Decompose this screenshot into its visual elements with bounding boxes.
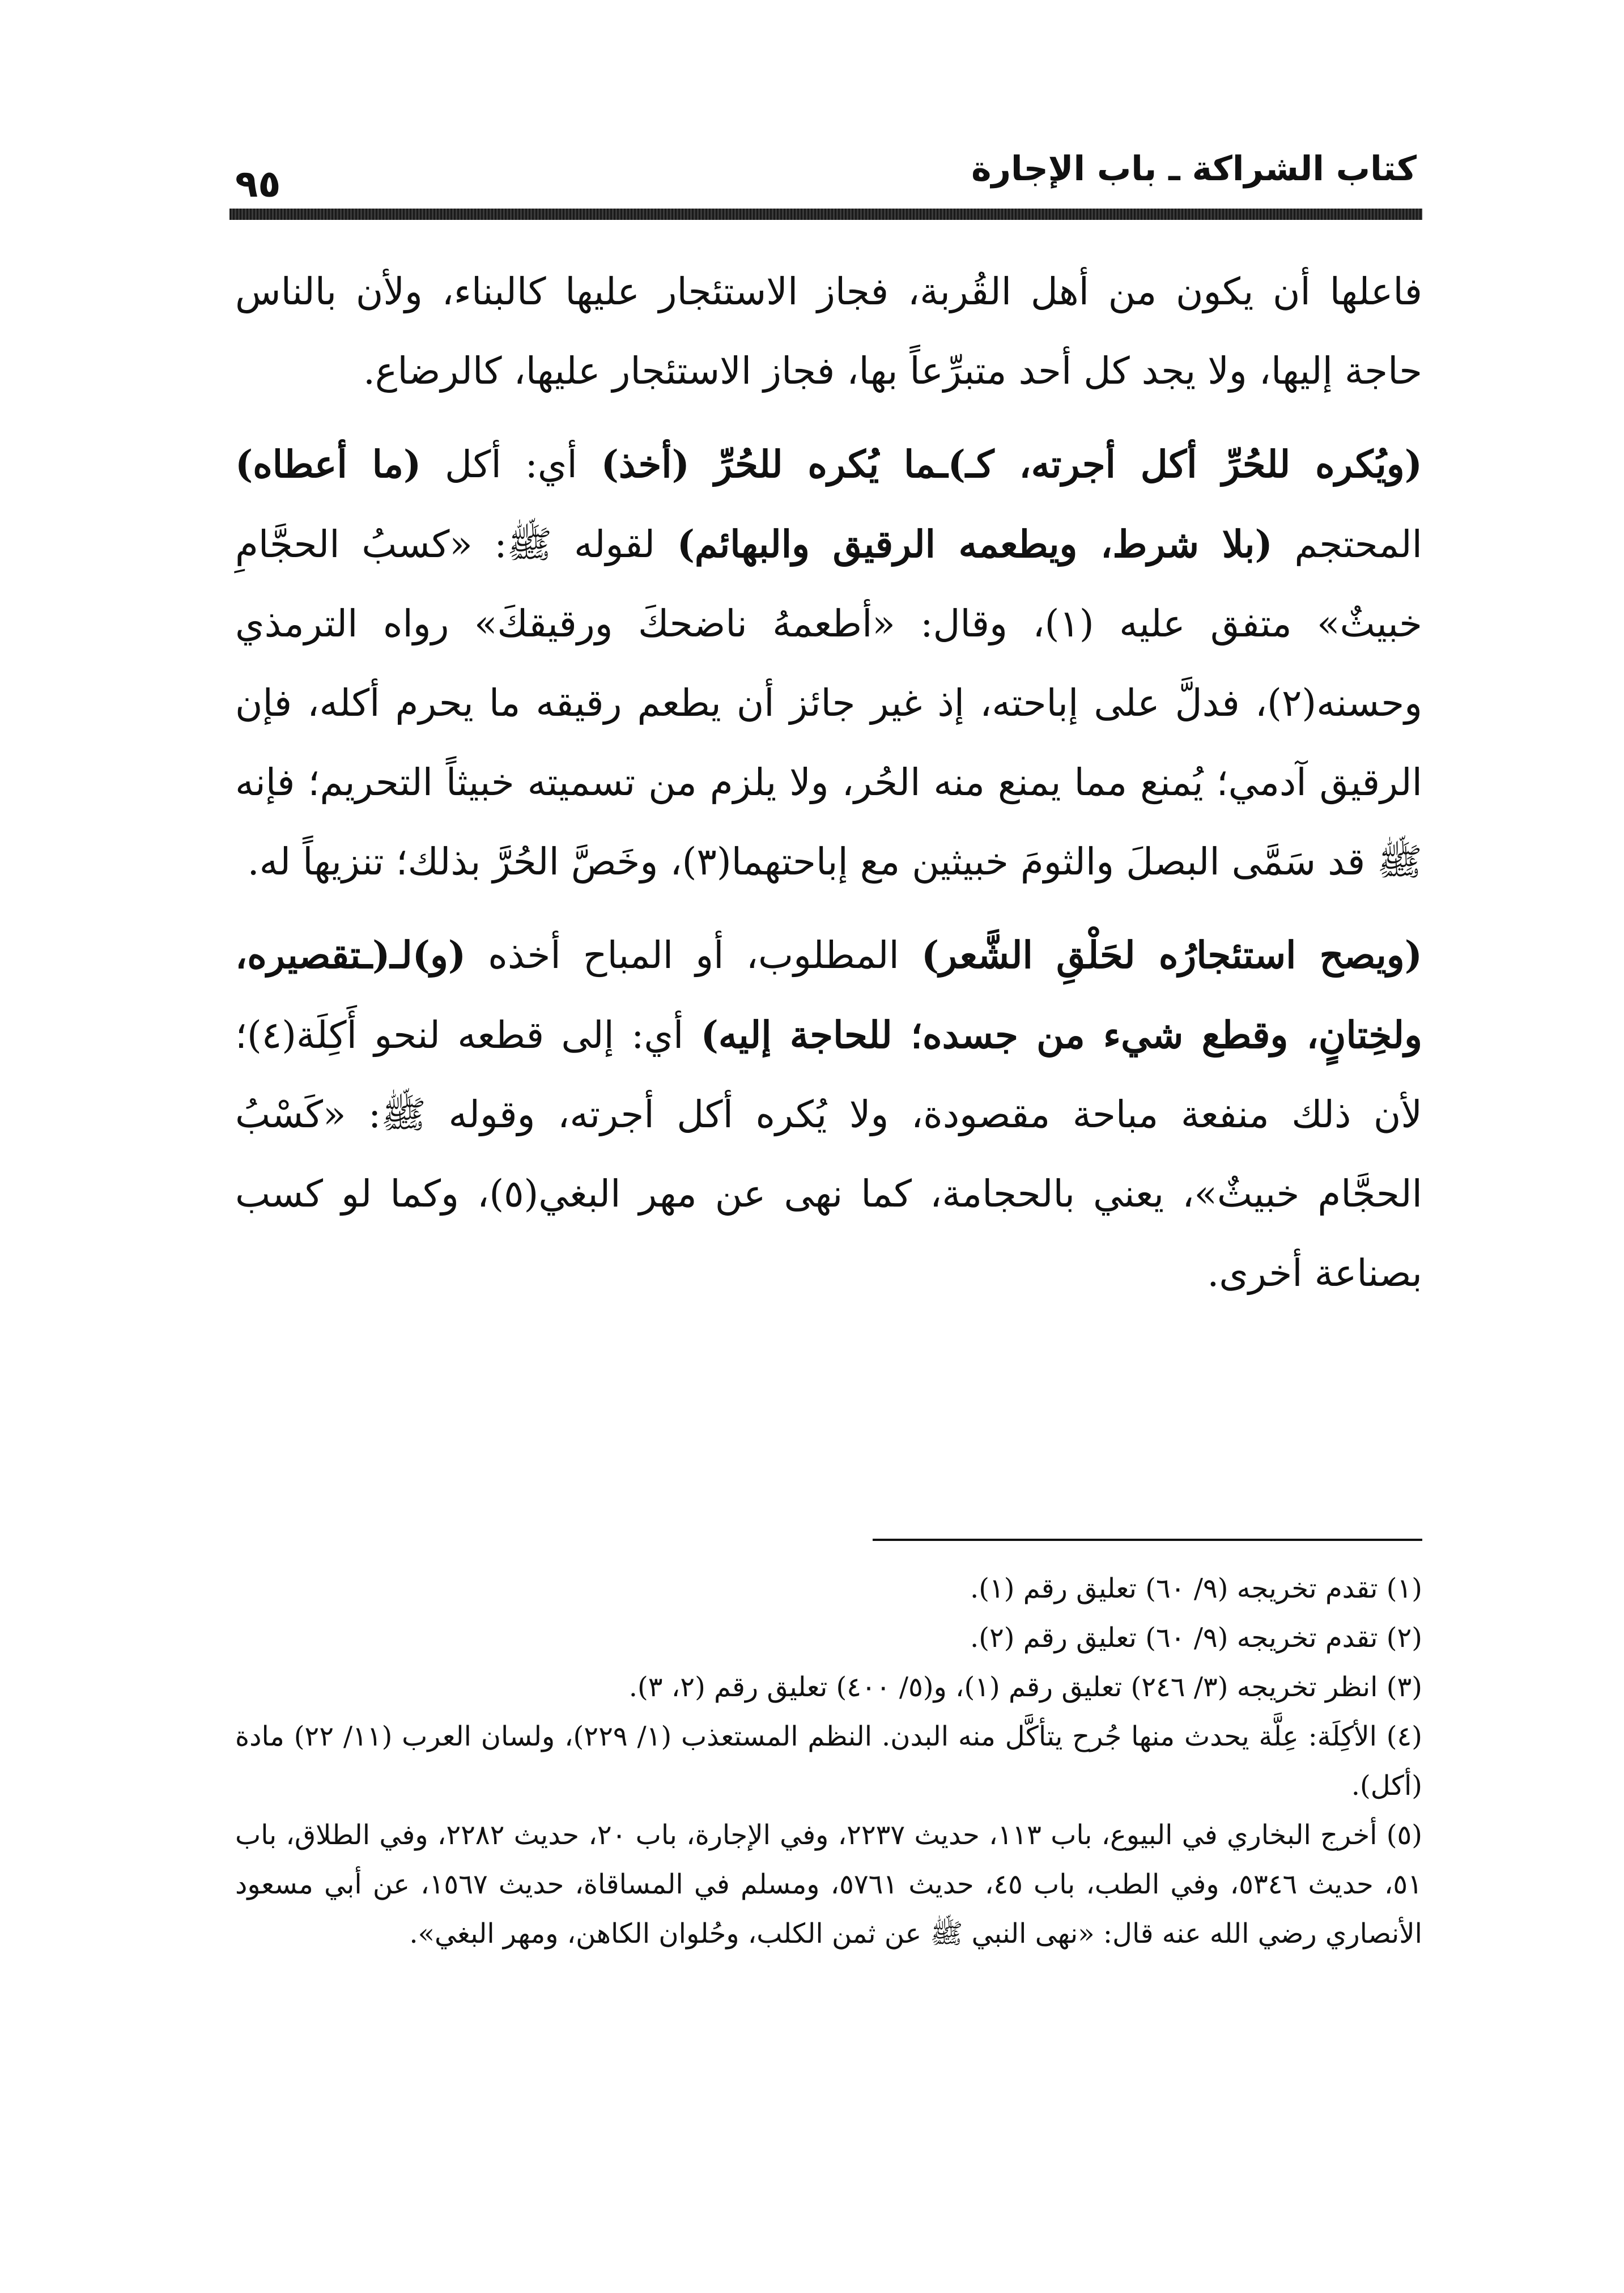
paragraph-1-text: فاعلها أن يكون من أهل القُربة، فجاز الاستئجار عليها كالبناء، ولأن بالناس حاجة إليها، ولا يجد كل أحد متبرِّعاً بها، فجاز الاستئجار عليها، كالرضاع. <box>235 270 1422 393</box>
paragraph-3-bold-phrase-2: (و)لـ(ـتقصيره، ولخِتانٍ، وقطع شيء من جسده؛ للحاجة إليه) <box>235 933 1422 1057</box>
paragraph-2-text-2: المحتجم <box>1272 523 1422 566</box>
header-divider <box>229 209 1422 220</box>
paragraph-3 <box>235 915 1422 1313</box>
paragraph-2 <box>235 424 1422 902</box>
paragraph-2-bold-phrase-1: (ويُكره للحُرِّ أكل أجرته، كـ)ـما يُكره للحُرِّ (أخذ) <box>601 442 1422 486</box>
paragraph-3-text-2: أي: إلى قطعه لنحو أَكِلَة(٤)؛ لأن ذلك منفعة مباحة مقصودة، ولا يُكره أكل أجرته، وقوله ﷺ: «كَسْبُ الحجَّام خبيثٌ»، يعني بالحجامة، كما نهى عن مهر البغي(٥)، وكما لو كسب بصناعة أخرى. <box>235 1013 1423 1295</box>
footnotes <box>235 1564 1422 1959</box>
paragraph-3-text-1: المطلوب، أو المباح أخذه <box>466 933 922 977</box>
paragraph-2-bold-phrase-3: (بلا شرط، ويطعمه الرقيق والبهائم) <box>677 522 1273 566</box>
footnote-3: (٣) انظر تخريجه (٣/ ٢٤٦) تعليق رقم (١)، و(٥/ ٤٠٠) تعليق رقم (٢، ٣). <box>628 1671 1422 1703</box>
main-text <box>235 252 1422 1313</box>
footnote-5: (٥) أخرج البخاري في البيوع، باب ١١٣، حديث ٢٢٣٧، وفي الإجارة، باب ٢٠، حديث ٢٢٨٢، وفي الطلاق، باب ٥١، حديث ٥٣٤٦، وفي الطب، باب ٤٥، حديث ٥٧٦١، ومسلم في المساقاة، حديث ١٥٦٧، عن أبي مسعود الأنصاري رضي الله عنه قال: «نهى النبي ﷺ عن ثمن الكلب، وحُلوان الكاهن، ومهر البغي». <box>235 1819 1423 1950</box>
running-title: كتاب الشراكة ـ باب الإجارة <box>971 149 1417 189</box>
paragraph-1 <box>235 252 1422 411</box>
paragraph-2-text-3: لقوله ﷺ: «كسبُ الحجَّامِ خبيثٌ» متفق عليه (١)، وقال: «أطعمهُ ناضحكَ ورقيقكَ» رواه الترمذي وحسنه(٢)، فدلَّ على إباحته، إذ غير جائز أن يطعم رقيقه ما يحرم أكله، فإن الرقيق آدمي؛ يُمنع مما يمنع منه الحُر، ولا يلزم من تسميته خبيثاً التحريم؛ فإنه ﷺ قد سَمَّى البصلَ والثومَ خبيثين مع إباحتهما(٣)، وخَصَّ الحُرَّ بذلك؛ تنزيهاً له. <box>235 523 1422 884</box>
page-number: ٩٥ <box>235 162 281 206</box>
footnote-2: (٢) تقدم تخريجه (٩/ ٦٠) تعليق رقم (٢). <box>970 1622 1422 1654</box>
footnote-1: (١) تقدم تخريجه (٩/ ٦٠) تعليق رقم (١). <box>970 1573 1422 1604</box>
paragraph-3-bold-phrase-1: (ويصح استئجارُه لحَلْقِ الشَّعر) <box>921 933 1422 977</box>
page-header <box>229 130 1422 221</box>
paragraph-2-text-1: أي: أكل <box>421 443 601 486</box>
footnote-4: (٤) الأكِلَة: عِلَّة يحدث منها جُرح يتأكَّل منه البدن. النظم المستعذب (١/ ٢٢٩)، ولسان العرب (١١/ ٢٢) مادة (أكل). <box>235 1721 1423 1802</box>
paragraph-2-bold-phrase-2: (ما أعطاه) <box>235 442 422 486</box>
footnote-divider <box>873 1539 1422 1541</box>
